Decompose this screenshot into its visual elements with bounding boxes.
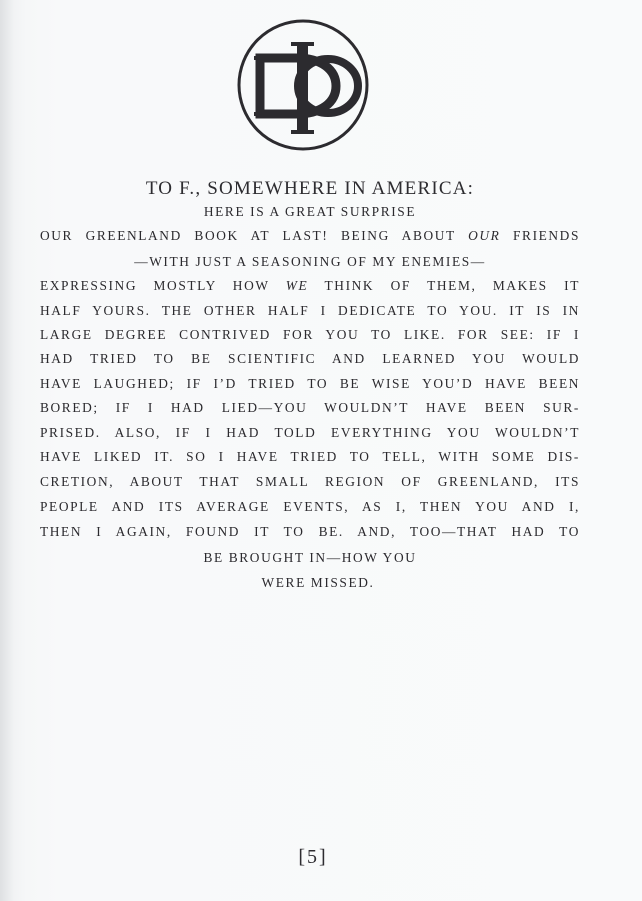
dedication-line-6: LARGE DEGREE CONTRIVED FOR YOU TO LIKE. FOR SEE: IF I [40,327,580,342]
dedication-line-2 [40,226,580,246]
dedication-line-10: PRISED. ALSO, IF I HAD TOLD EVERYTHING YOU WOULDN’T [40,425,580,440]
page-gutter-shadow [0,0,14,901]
dedication-line-12: CRETION, ABOUT THAT SMALL REGION OF GREENLAND, ITS [40,474,580,489]
dedication-line-4-part-a: EXPRESSING MOSTLY HOW [40,278,286,293]
dedication-line-8: HAVE LAUGHED; IF I’D TRIED TO BE WISE YOU’D HAVE BEEN [40,376,580,391]
dedication-line-2-part-c: FRIENDS [500,228,580,243]
do-monogram-icon [236,18,370,152]
dedication-line-3: —WITH JUST A SEASONING OF MY ENEMIES— [134,254,486,269]
dedication-line-14: THEN I AGAIN, FOUND IT TO BE. AND, TOO—THAT HAD TO [40,524,580,539]
dedication-heading: TO F., SOMEWHERE IN AMERICA: [145,178,475,199]
dedication-line-2-emphasis: OUR [468,228,501,243]
dedication-line-4-emphasis: WE [285,278,309,293]
dedication-line-1: HERE IS A GREAT SURPRISE [203,204,417,219]
monogram-graphic [236,18,370,152]
dedication-line-11: HAVE LIKED IT. SO I HAVE TRIED TO TELL, WITH SOME DIS- [40,449,580,464]
dedication-line-2-part-a: OUR GREENLAND BOOK AT LAST! BEING ABOUT [40,228,469,243]
dedication-line-5: HALF YOURS. THE OTHER HALF I DEDICATE TO YOU. IT IS IN [40,303,580,318]
dedication-line-4 [40,276,580,296]
dedication-line-9: BORED; IF I HAD LIED—YOU WOULDN’T HAVE BEEN SUR- [40,400,580,415]
dedication-line-7: HAD TRIED TO BE SCIENTIFIC AND LEARNED YOU WOULD [40,351,580,366]
dedication-line-16: WERE MISSED. [261,575,375,590]
dedication-line-13: PEOPLE AND ITS AVERAGE EVENTS, AS I, THEN YOU AND I, [40,499,580,514]
dedication-line-4-part-c: THINK OF THEM, MAKES IT [308,278,580,293]
page-number: [5] [298,846,328,868]
dedication-line-15: BE BROUGHT IN—HOW YOU [203,550,417,565]
